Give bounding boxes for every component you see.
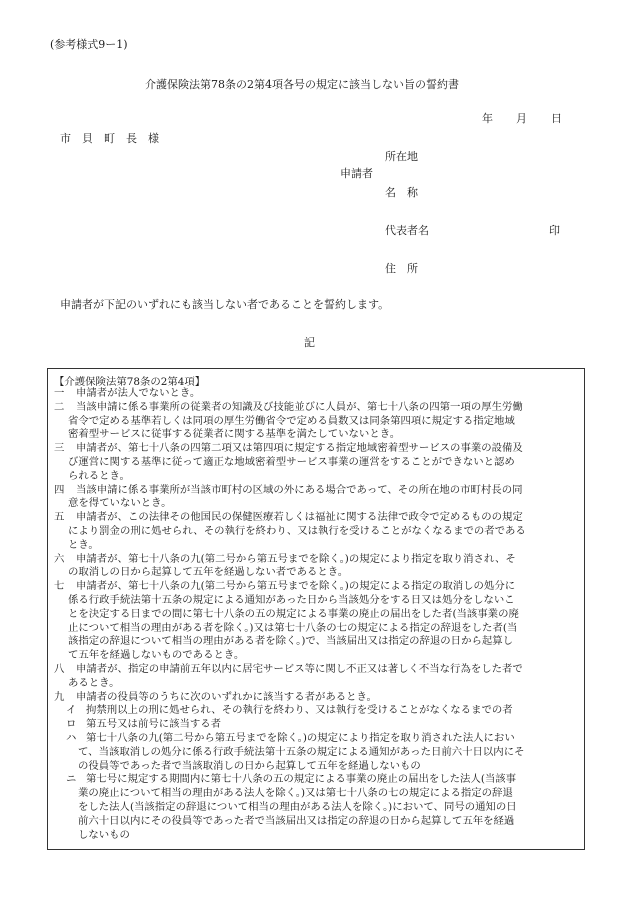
item-text-line: とを決定する日までの間に第七十八条の五の規定による事業の廃止の届出をした者(当該事業の廃	[68, 607, 519, 620]
conditions-box	[47, 368, 585, 850]
item-number: 五	[54, 511, 65, 524]
item-text-line: 申請者の役員等のうちに次のいずれかに該当する者があるとき。	[76, 690, 377, 703]
item-number: 四	[54, 483, 65, 496]
item-number: 七	[54, 580, 65, 593]
subitem-number: ニ	[66, 773, 77, 786]
representative-label: 代表者名	[385, 224, 429, 237]
item-text-line: 申請者が、第七十八条の九(第二号から第五号までを除く。)の規定により指定を取り消され、そ	[76, 552, 516, 565]
item-text-line: の取消しの日から起算して五年を経過しない者であるとき。	[68, 566, 349, 579]
item-text-line: 省令で定める基準若しくは同項の厚生労働省令で定める員数又は同条第四項に規定する指定地域	[68, 414, 515, 427]
item-text-line: とき。	[68, 538, 99, 551]
item-number: 三	[54, 442, 65, 455]
item-text-line: られるとき。	[68, 469, 130, 482]
date-month: 月	[516, 112, 527, 125]
item-text-line: 当該申請に係る事業所が当該市町村の区域の外にある場合であって、その所在地の市町村長の同	[76, 483, 523, 496]
seal-mark: 印	[549, 224, 560, 237]
name-label: 名 称	[385, 186, 418, 199]
subitem-text-line: 第五号又は前号に該当する者	[86, 718, 222, 731]
item-text-line: あるとき。	[68, 676, 120, 689]
item-number: 二	[54, 400, 65, 413]
item-text-line: 申請者が、第七十八条の四第二項又は第四項に規定する指定地域密着型サービスの事業の設備及	[76, 442, 523, 455]
item-text-line: 意を得ていないとき。	[68, 497, 172, 510]
item-text-line: て五年を経過しないものであるとき。	[68, 649, 245, 662]
item-number: 六	[54, 552, 65, 565]
item-text-line: 止について相当の理由がある者を除く。)又は第七十八条の七の規定による指定の辞退をした者(当	[68, 621, 518, 634]
item-number: 八	[54, 663, 65, 675]
item-text-line: 係る行政手続法第十五条の規定による通知があった日から当該処分をする日又は処分をしないこ	[68, 594, 515, 606]
box-header: 【介護保険法第78条の2第4項】	[54, 376, 206, 388]
item-text-line: 申請者が法人でないとき。	[76, 387, 201, 399]
subitem-text-line: 第七号に規定する期間内に第七十八条の五の規定による事業の廃止の届出をした法人(当該事	[86, 773, 517, 786]
subitem-number: ハ	[66, 732, 77, 744]
subitem-text-line: て、当該取消しの処分に係る行政手続法第十五条の規定による通知があった日前六十日以内にそ	[78, 745, 525, 758]
subitem-text-line: 前六十日以内にその役員等であった者で当該届出又は指定の辞退の日から起算して五年を経過	[78, 814, 515, 827]
address-label: 住 所	[385, 262, 418, 275]
date-year: 年	[482, 112, 493, 125]
item-text-line: 申請者が、指定の申請前五年以内に居宅サービス等に関し不正又は著しく不当な行為をした者で	[76, 663, 523, 675]
subitem-number: イ	[66, 704, 77, 717]
location-label: 所在地	[385, 150, 418, 163]
item-text-line: 申請者が、第七十八条の九(第二号から第五号までを除く。)の規定による指定の取消しの処分に	[76, 580, 516, 593]
subitem-text-line: しないもの	[78, 828, 130, 841]
subitem-text-line: 業の廃止について相当の理由がある法人を除く。)又は第七十八条の七の規定による指定の辞退	[78, 787, 513, 800]
subitem-text-line: 第七十八条の九(第二号から第五号までを除く。)の規定により指定を取り消された法人におい	[86, 732, 515, 744]
form-code: (参考様式9ー1)	[50, 38, 128, 51]
item-text-line: 該指定の辞退について相当の理由がある者を除く。)で、当該届出又は指定の辞退の日から起算し	[68, 635, 514, 648]
item-number: 一	[54, 387, 65, 399]
applicant-label: 申請者	[340, 167, 373, 180]
pledge-text: 申請者が下記のいずれにも該当しない者であることを誓約します。	[60, 298, 390, 311]
item-text-line: 申請者が、この法律その他国民の保健医療若しくは福祉に関する法律で政令で定めるものの規定	[76, 511, 523, 524]
item-number: 九	[54, 690, 65, 703]
subitem-text-line: 拘禁刑以上の刑に処せられ、その執行を終わり、又は執行を受けることがなくなるまでの者	[86, 704, 513, 717]
item-text-line: により罰金の刑に処せられ、その執行を終わり、又は執行を受けることがなくなるまでの者である	[68, 525, 526, 537]
item-text-line: 密着型サービスに従事する従業者に関する基準を満たしていないとき。	[68, 428, 401, 441]
item-text-line: 当該申請に係る事業所の従業者の知識及び技能並びに人員が、第七十八条の四第一項の厚生労働	[76, 400, 523, 413]
subitem-number: ロ	[66, 718, 77, 731]
subitem-text-line: の役員等であった者で当該取消しの日から起算して五年を経過しないもの	[78, 759, 421, 772]
item-text-line: び運営に関する基準に従って適正な地域密着型サービス事業の運営をすることができないと認め	[68, 456, 515, 468]
page-title: 介護保険法第78条の2第4項各号の規定に該当しない旨の誓約書	[145, 78, 459, 91]
addressee: 市 貝 町 長 様	[60, 132, 159, 145]
subitem-text-line: をした法人(当該指定の辞退について相当の理由がある法人を除く。)において、同号の通知の日	[78, 801, 517, 813]
ki-mark: 記	[304, 336, 315, 349]
date-day: 日	[551, 112, 562, 125]
